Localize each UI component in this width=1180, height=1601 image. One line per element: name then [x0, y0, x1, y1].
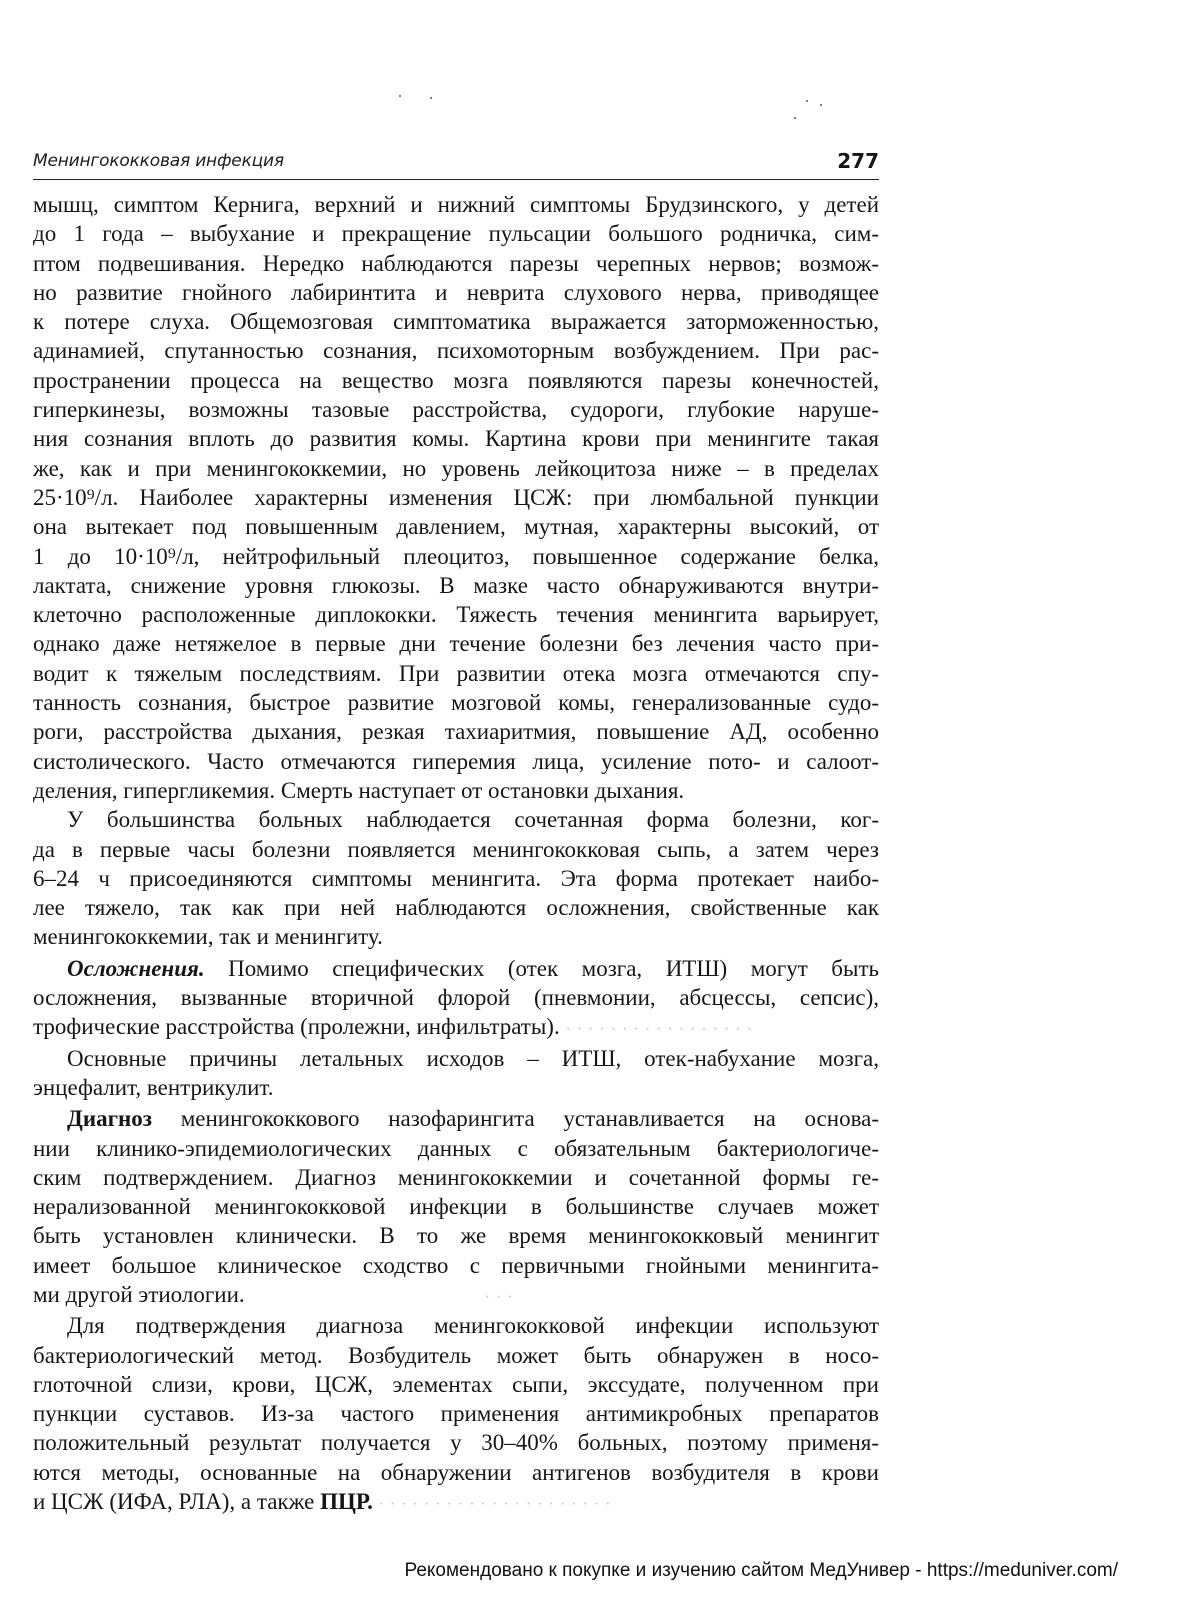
text-line: однако даже нетяжелое в первые дни течение болезни без лечения часто при-: [33, 631, 879, 657]
text-run: и ЦСЖ (ИФА, РЛА), а также: [33, 1489, 321, 1515]
text-line: энцефалит, вентрикулит.: [33, 1074, 274, 1100]
text-line: менингококкемии, так и менингиту.: [33, 924, 383, 950]
body-text: [33, 190, 879, 1516]
text-line: глоточной слизи, крови, ЦСЖ, элементах сыпи, экссудате, полученном при: [33, 1371, 879, 1397]
running-head: [33, 149, 879, 180]
text-line: бактериологический метод. Возбудитель может быть обнаружен в носо-: [33, 1342, 879, 1368]
text-line: осложнения, вызванные вторичной флорой (пневмонии, абсцессы, сепсис),: [33, 985, 879, 1011]
pcr-term: ПЦР.: [320, 1489, 373, 1515]
text-line: имеет большое клиническое сходство с первичными гнойными менингита-: [33, 1252, 879, 1278]
text-line: 1 до 10·10⁹/л, нейтрофильный плеоцитоз, повышенное содержание белка,: [33, 543, 879, 569]
text-line: [33, 1104, 879, 1133]
text-line: пространении процесса на вещество мозга появляются парезы конечностей,: [33, 367, 879, 393]
text-line: 25·10⁹/л. Наиболее характерны изменения ЦСЖ: при люмбальной пункции: [33, 484, 879, 510]
text-line: У большинства больных наблюдается сочетанная форма болезни, ког-: [67, 807, 879, 833]
scan-smudge: · · ·: [484, 1288, 514, 1306]
text-line: ния сознания вплоть до развития комы. Картина крови при менингите такая: [33, 426, 879, 452]
text-line: Для подтверждения диагноза менингококковой инфекции используют: [67, 1313, 879, 1339]
text-line: птом подвешивания. Нередко наблюдаются парезы черепных нервов; возмож-: [33, 250, 879, 276]
text-line: клеточно расположенные диплококки. Тяжесть течения менингита варьирует,: [33, 602, 879, 628]
text-line: мышц, симптом Кернига, верхний и нижний симптомы Брудзинского, у детей: [33, 192, 879, 217]
scan-speck: [794, 117, 796, 119]
text-line: ются методы, основанные на обнаружении антигенов возбудителя в крови: [33, 1459, 879, 1485]
text-line: положительный результат получается у 30–40% больных, поэтому применя-: [33, 1430, 879, 1456]
text-line: [33, 1487, 879, 1516]
scan-smudge: · · · · · · · · · · · · · · · · ·: [565, 1021, 754, 1039]
text-line: [33, 1280, 879, 1309]
text-line: адинамией, спутанностью сознания, психомоторным возбуждением. При рас-: [33, 338, 879, 364]
text-line: деления, гипергликемия. Смерть наступает от остановки дыхания.: [33, 777, 685, 803]
scan-smudge: · · · · · · · · · · · · · · · · · · · · ·: [378, 1496, 612, 1514]
text-line: роги, расстройства дыхания, резкая тахиаритмия, повышение АД, особенно: [33, 719, 879, 745]
text-line: 6–24 ч присоединяются симптомы менингита. Эта форма протекает наибо-: [33, 865, 879, 891]
text-line: нии клинико-эпидемиологических данных с обязательным бактериологиче-: [33, 1135, 879, 1161]
scan-speck: [430, 97, 432, 99]
text-run: Помимо специфических (отек мозга, ИТШ) могут быть: [204, 955, 879, 981]
footer-note: Рекомендовано к покупке и изучению сайтом МедУнивер - https://meduniver.com/: [404, 1560, 1118, 1581]
text-line: до 1 года – выбухание и прекращение пульсации большого родничка, сим-: [33, 221, 879, 247]
text-line: танность сознания, быстрое развитие мозговой комы, генерализованные судо-: [33, 690, 879, 716]
text-run: менингококкового назофарингита устанавливается на основа-: [152, 1106, 879, 1132]
text-line: пункции суставов. Из-за частого применения антимикробных препаратов: [33, 1401, 879, 1427]
text-line: к потере слуха. Общемозговая симптоматика выражается заторможенностью,: [33, 309, 879, 335]
text-line: [33, 1012, 879, 1041]
text-run: трофические расстройства (пролежни, инфильтраты).: [33, 1014, 560, 1040]
diagnosis-heading: Диагноз: [67, 1106, 153, 1132]
text-line: она вытекает под повышенным давлением, мутная, характерны высокий, от: [33, 514, 879, 540]
text-line: лактата, снижение уровня глюкозы. В мазке часто обнаруживаются внутри-: [33, 572, 879, 598]
text-line: гиперкинезы, возможны тазовые расстройства, судороги, глубокие наруше-: [33, 397, 879, 423]
text-line: систолического. Часто отмечаются гиперемия лица, усиление пото- и салоот-: [33, 748, 879, 774]
text-run: ми другой этиологии.: [33, 1281, 245, 1307]
text-line: быть установлен клинически. В то же время менингококковый менингит: [33, 1223, 879, 1249]
text-line: Основные причины летальных исходов – ИТШ, отек-набухание мозга,: [67, 1045, 879, 1071]
text-line: но развитие гнойного лабиринтита и неврита слухового нерва, приводящее: [33, 279, 879, 305]
text-line: да в первые часы болезни появляется менингококковая сыпь, а затем через: [33, 836, 879, 862]
text-line: нерализованной менингококковой инфекции в большинстве случаев может: [33, 1194, 879, 1220]
text-line: [33, 954, 879, 983]
text-line: ским подтверждением. Диагноз менингококкемии и сочетанной формы ге-: [33, 1164, 879, 1190]
complications-heading: Осложнения.: [67, 955, 205, 981]
page-number: 277: [837, 149, 879, 173]
scan-speck: [806, 100, 808, 102]
running-head-title: Менингококковая инфекция: [33, 151, 284, 171]
text-line: лее тяжело, так как при ней наблюдаются осложнения, свойственные как: [33, 895, 879, 921]
text-line: водит к тяжелым последствиям. При развитии отека мозга отмечаются спу-: [33, 660, 879, 686]
text-line: же, как и при менингококкемии, но уровень лейкоцитоза ниже – в пределах: [33, 455, 879, 481]
scan-speck: [820, 104, 822, 106]
scan-speck: [399, 95, 401, 97]
